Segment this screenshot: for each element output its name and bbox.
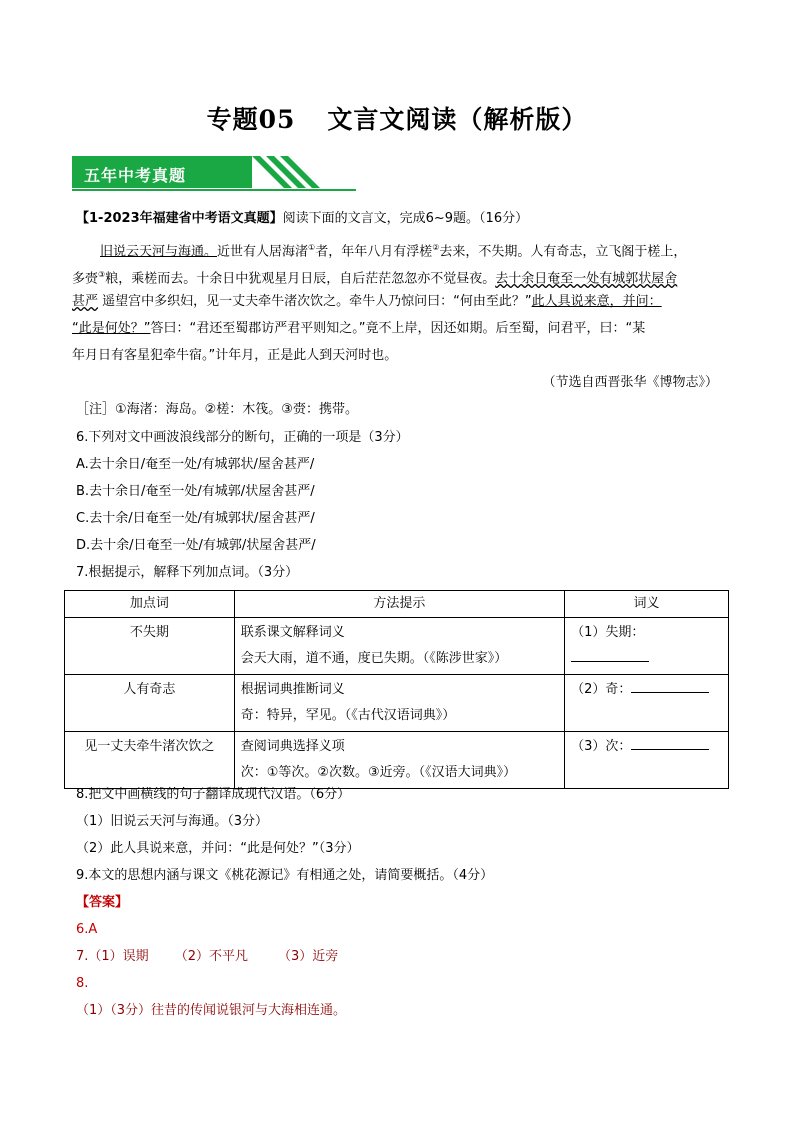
banner-underline (72, 189, 356, 191)
passage-line-4 (72, 320, 645, 338)
table-cell-meaning (565, 732, 729, 789)
passage-text: 近世有人居海渚 (217, 244, 309, 260)
banner-label: 五年中考真题 (84, 166, 187, 185)
meaning-label: （3）次： (571, 739, 632, 754)
q8-sentence-1: （1）旧说云天河与海通。（3分） (76, 814, 269, 829)
passage-line-3 (72, 293, 662, 311)
q9-stem: 9.本文的思想内涵与课文《桃花源记》有相通之处，请简要概括。（4分） (76, 868, 494, 883)
title-part2: 文言文阅读（解析版） (327, 105, 588, 134)
q7-stem: 7.根据提示，解释下列加点词。（3分） (76, 565, 299, 580)
passage-text: 答曰：“君还至蜀郡访严君平则知之。”竟不上岸，因还如期。后至蜀，问君平，曰：“某 (150, 321, 646, 336)
footnote-marker: ③ (98, 270, 106, 279)
answer-blank[interactable] (631, 678, 709, 693)
banner-stripes-icon (222, 156, 332, 190)
passage-text: 粮，乘槎而去。十余日中犹观星月日辰，自后茫茫忽忽亦不觉昼夜。 (105, 271, 496, 287)
q6-option-d: D.去十余/日奄至一处/有城郭/状屋舍甚严/ (76, 538, 316, 553)
answer-7 (76, 948, 338, 966)
table-cell-method (234, 732, 564, 789)
answer-label: 【答案】 (76, 895, 129, 910)
table-row (65, 618, 729, 675)
passage-text: 去来，不失期。人有奇志，立飞阁于槎上， (439, 244, 687, 260)
meaning-label: （1）失期： (571, 625, 645, 640)
q6-option-a: A.去十余日/奄至一处/有城郭状/屋舍甚严/ (76, 457, 315, 472)
question-source: 【1-2023年福建省中考语文真题】 (76, 211, 283, 226)
table-header: 方法提示 (234, 591, 564, 618)
table-header: 加点词 (65, 591, 235, 618)
method-line: 联系课文解释词义 (240, 625, 345, 640)
answer-7-item-2: （2）不平凡 (174, 949, 248, 964)
table-header-row (65, 591, 729, 618)
method-line: 次：①等次。②次数。③近旁。（《汉语大词典》） (240, 765, 517, 780)
method-line: 根据词典推断词义 (240, 682, 345, 697)
method-line: 会天大雨，道不通，度已失期。（《陈涉世家》） (240, 651, 508, 666)
wavy-underlined-text: 甚严 (72, 294, 99, 309)
passage-source: （节选自西晋张华《博物志》） (542, 375, 718, 390)
q6-option-b: B.去十余日/奄至一处/有城郭/状屋舍甚严/ (76, 484, 315, 499)
table-cell-word: 见一丈夫牵牛渚次饮之 (65, 732, 235, 789)
answer-blank[interactable] (631, 735, 709, 750)
passage-line-2 (72, 266, 677, 288)
page-title (0, 100, 794, 136)
table-cell-meaning (565, 618, 729, 675)
footnote-marker: ① (308, 243, 316, 252)
answer-7-item-3: （3）近旁 (277, 949, 339, 964)
table-cell-method (234, 675, 564, 732)
passage-line-1 (100, 239, 686, 261)
answer-6: 6.A (76, 922, 98, 937)
underlined-sentence-1: 旧说云天河与海通。 (100, 244, 218, 260)
passage-text: 者，年年八月有浮槎 (315, 244, 433, 260)
table-cell-method (234, 618, 564, 675)
q6-stem: 6.下列对文中画波浪线部分的断句，正确的一项是（3分） (76, 430, 409, 445)
q7-table (64, 590, 729, 789)
table-row (65, 732, 729, 789)
method-line: 奇：特异，罕见。（《古代汉语词典》） (240, 708, 456, 723)
table-header: 词义 (565, 591, 729, 618)
wavy-underlined-text: 去十余日奄至一处有城郭状屋舍 (495, 271, 678, 287)
section-banner (72, 156, 356, 192)
question-intro-text: 阅读下面的文言文，完成6~9题。（16分） (282, 211, 529, 226)
q8-sentence-2: （2）此人具说来意，并问：“此是何处？”（3分） (76, 841, 360, 856)
underlined-sentence-2a: 此人具说来意，并问： (531, 294, 662, 309)
table-cell-word: 不失期 (65, 618, 235, 675)
footnote-marker: ② (432, 243, 440, 252)
q8-stem: 8.把文中画横线的句子翻译成现代汉语。（6分） (76, 787, 351, 802)
notes: ［注］①海渚：海岛。②槎：木筏。③赍：携带。 (76, 402, 358, 417)
answer-blank[interactable] (571, 647, 649, 662)
table-cell-word: 人有奇志 (65, 675, 235, 732)
answer-8: 8. (76, 976, 89, 991)
method-line: 查阅词典选择义项 (240, 739, 345, 754)
table-cell-meaning (565, 675, 729, 732)
answer-7-item-1: 7.（1）误期 (76, 949, 149, 964)
passage-text: 遥望宫中多织妇，见一丈夫牵牛渚次饮之。牵牛人乃惊问曰：“何由至此？” (98, 294, 532, 309)
answer-8-1: （1）（3分）往昔的传闻说银河与大海相连通。 (76, 1003, 347, 1018)
passage-line-5: 年月日有客星犯牵牛宿。”计年月，正是此人到天河时也。 (72, 348, 398, 363)
title-part1: 专题05 (206, 105, 296, 134)
question-intro (76, 210, 528, 228)
q6-option-c: C.去十余/日奄至一处/有城郭状/屋舍甚严/ (76, 511, 315, 526)
meaning-label: （2）奇： (571, 682, 632, 697)
passage-text: 多赍 (72, 271, 99, 287)
table-row (65, 675, 729, 732)
underlined-sentence-2b: “此是何处？” (72, 321, 151, 336)
